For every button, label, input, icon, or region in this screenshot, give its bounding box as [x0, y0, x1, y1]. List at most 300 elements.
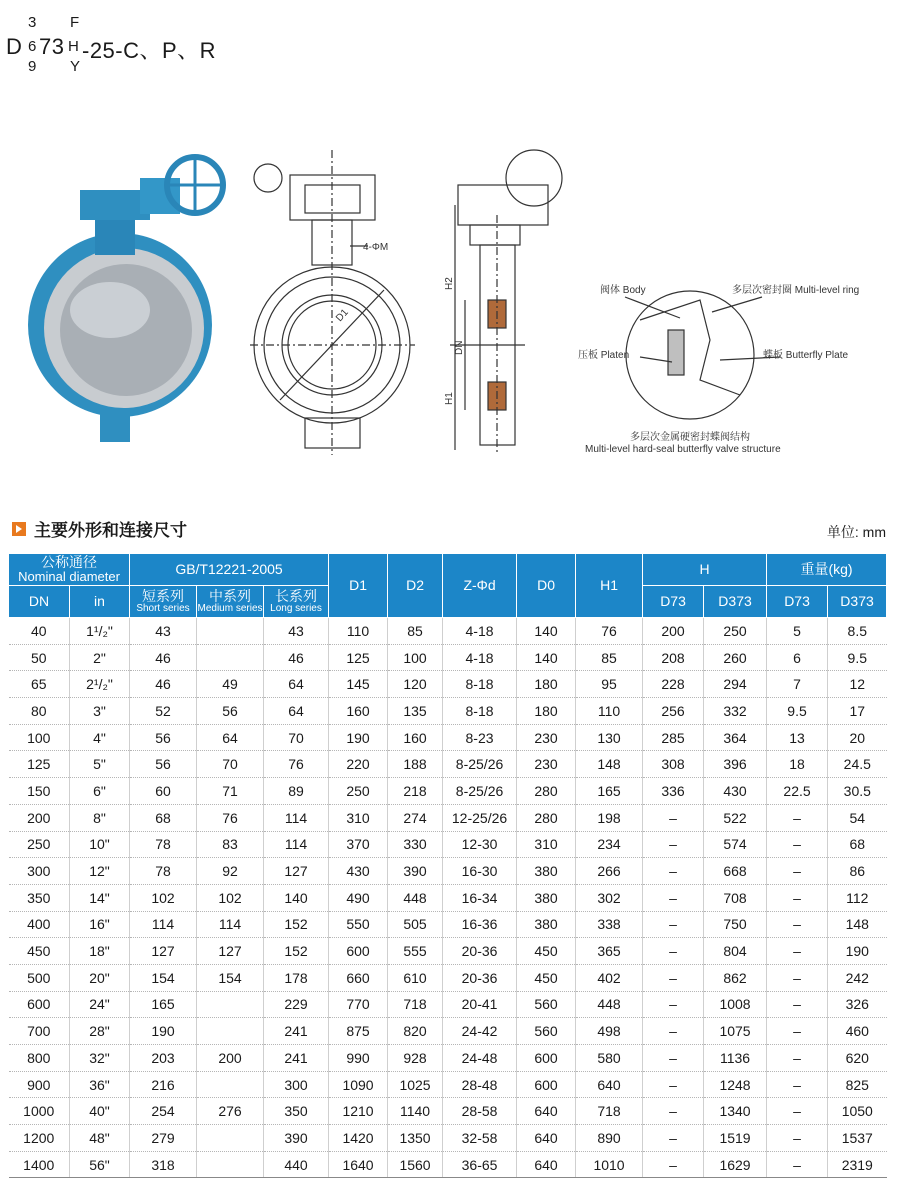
- table-cell: 241: [264, 1018, 329, 1045]
- table-cell: 574: [704, 831, 767, 858]
- table-cell: 208: [643, 644, 704, 671]
- table-cell: 450: [9, 938, 70, 965]
- table-cell: –: [643, 1098, 704, 1125]
- table-cell: –: [767, 1045, 828, 1072]
- table-cell: 555: [388, 938, 443, 965]
- table-cell: 640: [517, 1151, 576, 1178]
- table-cell: –: [767, 911, 828, 938]
- table-row: [9, 644, 887, 671]
- header-medium: [197, 586, 264, 618]
- table-cell: 216: [130, 1071, 197, 1098]
- table-cell: 820: [388, 1018, 443, 1045]
- bolt-holes-label: 4-ΦM: [363, 242, 389, 253]
- table-row: [9, 1018, 887, 1045]
- table-cell: 900: [9, 1071, 70, 1098]
- table-cell: 64: [264, 698, 329, 725]
- table-cell: 300: [9, 858, 70, 885]
- table-cell: 92: [197, 858, 264, 885]
- table-cell: 64: [197, 724, 264, 751]
- table-cell: –: [643, 804, 704, 831]
- header-medium-en: Medium series: [197, 602, 263, 614]
- table-cell: 600: [517, 1045, 576, 1072]
- table-cell: 24.5: [828, 751, 887, 778]
- table-cell: 6: [767, 644, 828, 671]
- table-cell: 54: [828, 804, 887, 831]
- table-cell: 266: [576, 858, 643, 885]
- table-cell: –: [643, 1071, 704, 1098]
- table-cell: 4-18: [443, 644, 517, 671]
- table-cell: 800: [9, 1045, 70, 1072]
- table-cell: –: [767, 1018, 828, 1045]
- table-cell: 2¹/₂": [70, 671, 130, 698]
- table-cell: 46: [130, 644, 197, 671]
- table-cell: 5": [70, 751, 130, 778]
- table-cell: 1640: [329, 1151, 388, 1178]
- table-cell: 127: [264, 858, 329, 885]
- header-d0: D0: [517, 554, 576, 618]
- model-stack2-bot: Y: [70, 58, 81, 75]
- table-cell: [197, 1125, 264, 1152]
- table-cell: 505: [388, 911, 443, 938]
- unit-label: 单位: mm: [826, 524, 886, 540]
- table-cell: 20-36: [443, 964, 517, 991]
- valve-figures: [0, 140, 900, 460]
- table-cell: 46: [130, 671, 197, 698]
- table-cell: 3": [70, 698, 130, 725]
- table-cell: 154: [130, 964, 197, 991]
- table-cell: 1400: [9, 1151, 70, 1178]
- table-cell: 86: [828, 858, 887, 885]
- table-cell: 294: [704, 671, 767, 698]
- table-cell: 460: [828, 1018, 887, 1045]
- arrow-icon: [12, 522, 26, 536]
- header-h-d73: D73: [643, 586, 704, 618]
- table-cell: 80: [9, 698, 70, 725]
- table-cell: 990: [329, 1045, 388, 1072]
- table-cell: 600: [9, 991, 70, 1018]
- table-cell: –: [643, 991, 704, 1018]
- table-cell: 20: [828, 724, 887, 751]
- table-cell: 332: [704, 698, 767, 725]
- table-cell: [197, 618, 264, 645]
- table-cell: 500: [9, 964, 70, 991]
- table-cell: –: [643, 938, 704, 965]
- table-row: [9, 618, 887, 645]
- table-cell: 250: [9, 831, 70, 858]
- model-mid: 73: [39, 34, 65, 59]
- table-row: [9, 991, 887, 1018]
- table-cell: 12-30: [443, 831, 517, 858]
- table-cell: 49: [197, 671, 264, 698]
- table-cell: 102: [197, 884, 264, 911]
- table-cell: –: [767, 1071, 828, 1098]
- table-cell: 276: [197, 1098, 264, 1125]
- table-cell: 1519: [704, 1125, 767, 1152]
- model-suffix: -25-C、P、R: [82, 38, 217, 63]
- valve-photo: [28, 157, 223, 442]
- table-cell: 112: [828, 884, 887, 911]
- header-h-d373: D373: [704, 586, 767, 618]
- table-cell: 65: [9, 671, 70, 698]
- table-cell: 1008: [704, 991, 767, 1018]
- table-cell: 18: [767, 751, 828, 778]
- table-cell: 125: [329, 644, 388, 671]
- section-heading: [12, 516, 187, 541]
- table-cell: 190: [130, 1018, 197, 1045]
- table-cell: 95: [576, 671, 643, 698]
- section-title: 主要外形和连接尺寸: [34, 521, 187, 540]
- table-cell: 48": [70, 1125, 130, 1152]
- table-cell: 448: [388, 884, 443, 911]
- header-h1: H1: [576, 554, 643, 618]
- table-cell: 350: [264, 1098, 329, 1125]
- table-cell: 4": [70, 724, 130, 751]
- table-cell: 220: [329, 751, 388, 778]
- table-cell: 154: [197, 964, 264, 991]
- table-cell: 100: [388, 644, 443, 671]
- table-cell: –: [767, 964, 828, 991]
- header-dn: DN: [9, 586, 70, 618]
- table-cell: 274: [388, 804, 443, 831]
- table-cell: –: [767, 938, 828, 965]
- table-row: [9, 1125, 887, 1152]
- table-cell: 60: [130, 778, 197, 805]
- table-cell: 125: [9, 751, 70, 778]
- table-cell: 1025: [388, 1071, 443, 1098]
- table-cell: [197, 1071, 264, 1098]
- table-cell: 336: [643, 778, 704, 805]
- table-cell: 550: [329, 911, 388, 938]
- table-cell: 12: [828, 671, 887, 698]
- table-cell: 380: [517, 858, 576, 885]
- table-cell: 750: [704, 911, 767, 938]
- table-cell: 165: [130, 991, 197, 1018]
- dimension-table: [8, 553, 887, 1178]
- table-cell: 18": [70, 938, 130, 965]
- table-cell: 338: [576, 911, 643, 938]
- table-cell: 127: [130, 938, 197, 965]
- table-cell: 2": [70, 644, 130, 671]
- table-cell: 450: [517, 938, 576, 965]
- table-cell: 1140: [388, 1098, 443, 1125]
- table-cell: 46: [264, 644, 329, 671]
- table-cell: 160: [329, 698, 388, 725]
- table-cell: 928: [388, 1045, 443, 1072]
- table-row: [9, 698, 887, 725]
- table-cell: 9.5: [767, 698, 828, 725]
- table-cell: 450: [517, 964, 576, 991]
- table-cell: 76: [576, 618, 643, 645]
- table-cell: 1629: [704, 1151, 767, 1178]
- table-cell: 71: [197, 778, 264, 805]
- table-row: [9, 938, 887, 965]
- table-cell: 242: [828, 964, 887, 991]
- table-cell: 148: [576, 751, 643, 778]
- table-cell: 152: [264, 938, 329, 965]
- table-cell: –: [767, 804, 828, 831]
- table-cell: 56: [130, 751, 197, 778]
- table-cell: 13: [767, 724, 828, 751]
- table-cell: 280: [517, 804, 576, 831]
- table-body: [9, 618, 887, 1178]
- header-long-cn: 长系列: [275, 587, 318, 604]
- table-row: [9, 1151, 887, 1178]
- table-cell: 380: [517, 884, 576, 911]
- ring-label: 多层次密封圈 Multi-level ring: [732, 285, 860, 296]
- table-cell: 1090: [329, 1071, 388, 1098]
- table-cell: 660: [329, 964, 388, 991]
- table-cell: 56: [130, 724, 197, 751]
- table-cell: 178: [264, 964, 329, 991]
- table-cell: 20-41: [443, 991, 517, 1018]
- table-cell: 862: [704, 964, 767, 991]
- table-cell: 8.5: [828, 618, 887, 645]
- table-cell: 85: [388, 618, 443, 645]
- plate-label: 蝶板 Butterfly Plate: [763, 350, 849, 361]
- table-cell: 160: [388, 724, 443, 751]
- table-cell: –: [643, 884, 704, 911]
- table-cell: 76: [264, 751, 329, 778]
- table-cell: 490: [329, 884, 388, 911]
- table-cell: 1248: [704, 1071, 767, 1098]
- table-cell: 50: [9, 644, 70, 671]
- table-cell: 190: [828, 938, 887, 965]
- table-cell: 1¹/₂": [70, 618, 130, 645]
- table-cell: 78: [130, 858, 197, 885]
- table-cell: 200: [9, 804, 70, 831]
- table-cell: 804: [704, 938, 767, 965]
- table-cell: 4-18: [443, 618, 517, 645]
- model-stack1-mid: 6: [28, 38, 37, 55]
- table-cell: [197, 1018, 264, 1045]
- table-cell: 36-65: [443, 1151, 517, 1178]
- header-w-d373: D373: [828, 586, 887, 618]
- table-cell: 365: [576, 938, 643, 965]
- header-nominal: [9, 554, 130, 586]
- table-cell: 228: [643, 671, 704, 698]
- header-short: [130, 586, 197, 618]
- table-cell: 254: [130, 1098, 197, 1125]
- table-cell: 24-48: [443, 1045, 517, 1072]
- table-cell: 14": [70, 884, 130, 911]
- table-cell: 302: [576, 884, 643, 911]
- table-cell: 8-18: [443, 698, 517, 725]
- table-cell: 1210: [329, 1098, 388, 1125]
- table-cell: 430: [704, 778, 767, 805]
- table-cell: 770: [329, 991, 388, 1018]
- table-cell: 580: [576, 1045, 643, 1072]
- table-cell: 1537: [828, 1125, 887, 1152]
- table-cell: 36": [70, 1071, 130, 1098]
- table-cell: 8-23: [443, 724, 517, 751]
- table-cell: 825: [828, 1071, 887, 1098]
- table-cell: 600: [517, 1071, 576, 1098]
- table-cell: 2319: [828, 1151, 887, 1178]
- h1-label: H1: [444, 392, 455, 405]
- table-cell: 190: [329, 724, 388, 751]
- table-row: [9, 778, 887, 805]
- table-cell: 70: [264, 724, 329, 751]
- table-cell: 52: [130, 698, 197, 725]
- table-cell: 350: [9, 884, 70, 911]
- table-cell: 1200: [9, 1125, 70, 1152]
- table-cell: 250: [704, 618, 767, 645]
- table-cell: 708: [704, 884, 767, 911]
- header-nominal-cn: 公称通径: [41, 554, 97, 571]
- table-cell: –: [643, 831, 704, 858]
- d1-label: D1: [334, 307, 351, 325]
- table-cell: 152: [264, 911, 329, 938]
- table-cell: 203: [130, 1045, 197, 1072]
- table-cell: 180: [517, 698, 576, 725]
- table-cell: 370: [329, 831, 388, 858]
- table-cell: 241: [264, 1045, 329, 1072]
- header-w-d73: D73: [767, 586, 828, 618]
- table-cell: 102: [130, 884, 197, 911]
- side-view-drawing: [450, 150, 562, 455]
- model-stack1-bot: 9: [28, 58, 37, 75]
- table-cell: 40": [70, 1098, 130, 1125]
- table-cell: 8-25/26: [443, 751, 517, 778]
- table-row: [9, 831, 887, 858]
- table-cell: 200: [197, 1045, 264, 1072]
- table-cell: 8-25/26: [443, 778, 517, 805]
- table-cell: 560: [517, 1018, 576, 1045]
- table-cell: 7: [767, 671, 828, 698]
- header-nominal-en: Nominal diameter: [18, 569, 120, 585]
- table-cell: 280: [517, 778, 576, 805]
- table-cell: 256: [643, 698, 704, 725]
- table-cell: 390: [388, 858, 443, 885]
- table-cell: 83: [197, 831, 264, 858]
- table-row: [9, 858, 887, 885]
- table-cell: 560: [517, 991, 576, 1018]
- table-cell: 32": [70, 1045, 130, 1072]
- table-cell: 5: [767, 618, 828, 645]
- table-cell: –: [767, 1125, 828, 1152]
- table-cell: 20": [70, 964, 130, 991]
- table-cell: 310: [329, 804, 388, 831]
- table-cell: 12-25/26: [443, 804, 517, 831]
- table-cell: 22.5: [767, 778, 828, 805]
- table-cell: 1010: [576, 1151, 643, 1178]
- table-cell: 250: [329, 778, 388, 805]
- model-stack2-mid: H: [68, 38, 79, 55]
- h2-label: H2: [444, 277, 455, 290]
- model-stack2-top: F: [70, 14, 80, 31]
- table-cell: 326: [828, 991, 887, 1018]
- table-cell: 24": [70, 991, 130, 1018]
- table-cell: 234: [576, 831, 643, 858]
- table-cell: 12": [70, 858, 130, 885]
- header-long: [264, 586, 329, 618]
- table-cell: 380: [517, 911, 576, 938]
- table-cell: –: [767, 1098, 828, 1125]
- table-cell: 718: [576, 1098, 643, 1125]
- table-cell: 28-58: [443, 1098, 517, 1125]
- table-cell: –: [643, 1045, 704, 1072]
- table-cell: 120: [388, 671, 443, 698]
- table-cell: 8": [70, 804, 130, 831]
- table-row: [9, 1045, 887, 1072]
- table-cell: 1000: [9, 1098, 70, 1125]
- table-cell: 498: [576, 1018, 643, 1045]
- table-cell: –: [767, 991, 828, 1018]
- table-cell: 229: [264, 991, 329, 1018]
- table-cell: 390: [264, 1125, 329, 1152]
- table-cell: 130: [576, 724, 643, 751]
- table-cell: 1075: [704, 1018, 767, 1045]
- header-d1: D1: [329, 554, 388, 618]
- table-cell: 522: [704, 804, 767, 831]
- table-cell: [197, 1151, 264, 1178]
- table-cell: 440: [264, 1151, 329, 1178]
- table-cell: 40: [9, 618, 70, 645]
- table-cell: 43: [130, 618, 197, 645]
- table-cell: 1136: [704, 1045, 767, 1072]
- caption-en: Multi-level hard-seal butterfly valve structure: [585, 444, 781, 455]
- table-cell: 140: [264, 884, 329, 911]
- table-row: [9, 1071, 887, 1098]
- body-label: 阀体 Body: [600, 285, 646, 296]
- header-zd: Z-Φd: [443, 554, 517, 618]
- table-cell: 114: [130, 911, 197, 938]
- table-cell: 28": [70, 1018, 130, 1045]
- table-cell: 145: [329, 671, 388, 698]
- header-short-cn: 短系列: [142, 587, 184, 604]
- table-cell: 402: [576, 964, 643, 991]
- table-cell: 70: [197, 751, 264, 778]
- table-cell: 148: [828, 911, 887, 938]
- table-cell: 279: [130, 1125, 197, 1152]
- table-cell: 430: [329, 858, 388, 885]
- table-cell: 448: [576, 991, 643, 1018]
- table-cell: 114: [264, 804, 329, 831]
- table-cell: 114: [264, 831, 329, 858]
- table-cell: 127: [197, 938, 264, 965]
- table-cell: 668: [704, 858, 767, 885]
- table-cell: 640: [517, 1125, 576, 1152]
- platen-label: 压板 Platen: [578, 350, 630, 361]
- table-cell: 1050: [828, 1098, 887, 1125]
- table-cell: 114: [197, 911, 264, 938]
- table-cell: –: [643, 1151, 704, 1178]
- table-row: [9, 964, 887, 991]
- table-cell: 28-48: [443, 1071, 517, 1098]
- table-cell: 610: [388, 964, 443, 991]
- table-cell: 17: [828, 698, 887, 725]
- table-cell: 16-36: [443, 911, 517, 938]
- table-cell: 260: [704, 644, 767, 671]
- table-cell: 68: [828, 831, 887, 858]
- table-cell: 308: [643, 751, 704, 778]
- table-cell: 76: [197, 804, 264, 831]
- table-cell: 200: [643, 618, 704, 645]
- table-cell: –: [643, 964, 704, 991]
- table-cell: 285: [643, 724, 704, 751]
- table-cell: 1340: [704, 1098, 767, 1125]
- model-prefix: D: [6, 34, 23, 59]
- table-cell: 43: [264, 618, 329, 645]
- table-cell: –: [767, 831, 828, 858]
- table-cell: 56: [197, 698, 264, 725]
- table-cell: 110: [329, 618, 388, 645]
- table-cell: –: [643, 911, 704, 938]
- table-cell: 400: [9, 911, 70, 938]
- table-cell: 218: [388, 778, 443, 805]
- table-cell: –: [643, 1018, 704, 1045]
- model-stack1-top: 3: [28, 14, 37, 31]
